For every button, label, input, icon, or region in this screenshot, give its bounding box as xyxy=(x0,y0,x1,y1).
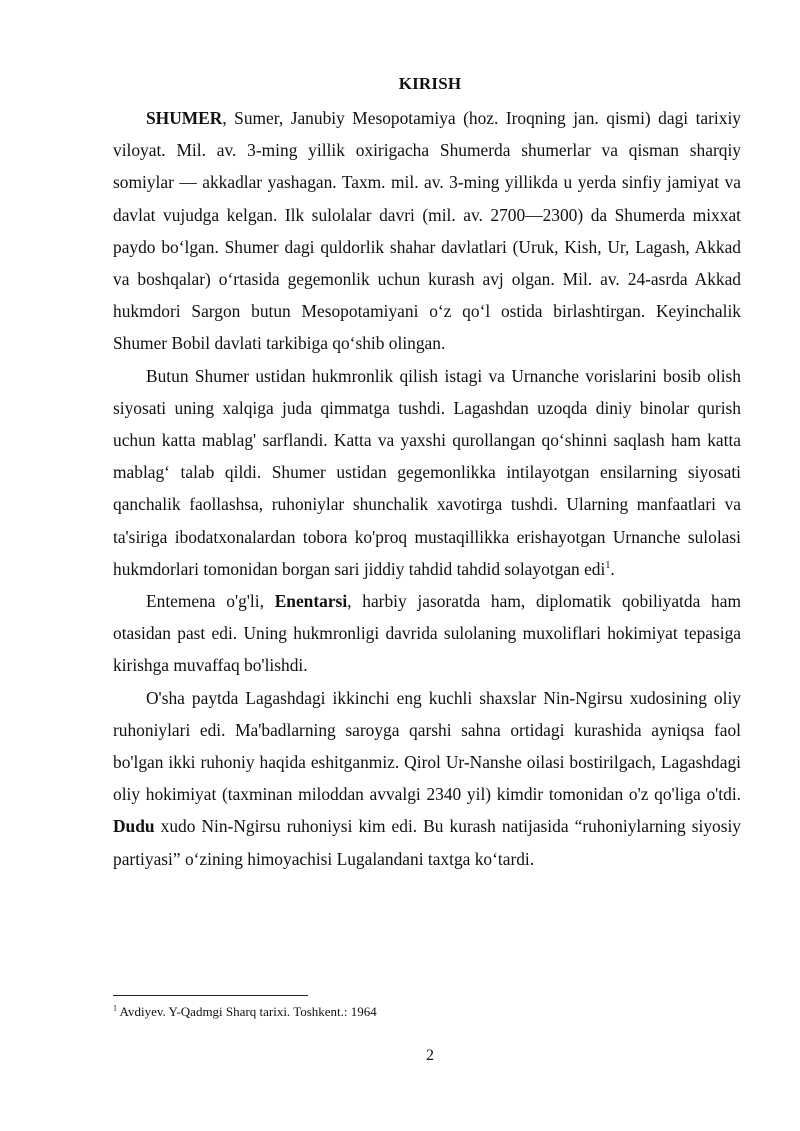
footnote xyxy=(113,1004,741,1020)
term-enentarsi: Enentarsi xyxy=(274,591,348,612)
term-dudu: Dudu xyxy=(113,816,155,837)
page-number: 2 xyxy=(426,1047,434,1064)
paragraph-1-text: , Sumer, Janubiy Mesopotamiya (hoz. Iroqning jan. qismi) dagi tarixiy viloyat. Mil. av. 3-ming yillik oxirigacha Shumerda shumerlar va qisman sharqiy somiylar — akkadlar yashagan. Taxm. mil. av. 3-ming yillikda u yerda sinfiy jamiyat va davlat vujudga kelgan. Ilk sulolalar davri (mil. av. 2700—2300) da Shumerda mixxat paydo bo‘lgan. Shumer dagi quldorlik shahar davlatlari (Uruk, Kish, Ur, Lagash, Akkad va boshqalar) o‘rtasida gegemonlik uchun kurash avj olgan. Mil. av. 24-asrda Akkad hukmdori Sargon butun Mesopotamiyani o‘z qo‘l ostida birlashtirgan. Keyinchalik Shumer Bobil davlati tarkibiga qo‘shib olingan. xyxy=(113,108,741,354)
section-heading: KIRISH xyxy=(398,74,462,93)
footnote-reference[interactable]: 1 xyxy=(605,560,611,572)
paragraph-4-before: O'sha paytda Lagashdagi ikkinchi eng kuchli shaxslar Nin-Ngirsu xudosining oliy ruhoniylari edi. Ma'badlarning saroyga qarshi sahna ortidagi kurashida ayniqsa faol bo'lgan ikki ruhoniy haqida eshitganmiz. Qirol Ur-Nanshe oilasi bostirilgach, Lagashdagi oliy hokimiyat (taxminan miloddan avvalgi 2340 yil) kimdir tomonidan o'z qo'liga o'tdi. xyxy=(113,687,741,805)
paragraph-1 xyxy=(113,102,741,360)
paragraph-3 xyxy=(113,585,741,682)
term-shumer: SHUMER xyxy=(146,108,223,128)
paragraph-3-before: Entemena o'g'li, xyxy=(146,591,275,612)
footnote-number: 1 xyxy=(113,1003,117,1013)
paragraph-2 xyxy=(113,360,741,585)
paragraph-3-after: , harbiy jasoratda ham, diplomatik qobiliyatda ham otasidan past edi. Uning hukmronligi davrida sulolaning muxoliflari hokimiyat tepasiga kirishga muvaffaq bo'lishdi. xyxy=(113,591,741,676)
paragraph-2-end: . xyxy=(610,558,615,579)
paragraph-4-after: xudo Nin-Ngirsu ruhoniysi kim edi. Bu kurash natijasida “ruhoniylarning siyosiy partiyasi” o‘zining himoyachisi Lugalandani taxtga ko‘tardi. xyxy=(113,816,741,869)
paragraph-2-text: Butun Shumer ustidan hukmronlik qilish istagi va Urnanche vorislarini bosib olish siyosati uning xalqiga juda qimmatga tushdi. Lagashdan uzoqda diniy binolar qurish uchun katta mablag' sarflandi. Katta va yaxshi qurollangan qo‘shinni saqlash ham katta mablag‘ talab qildi. Shumer ustidan gegemonlikka intilayotgan ensilarning siyosati qanchalik faollashsa, ruhoniylar shunchalik xavotirga tushdi. Ularning manfaatlari va ta'siriga ibodatxonalardan tobora ko'proq mustaqillikka erishayotgan Urnanche sulolasi hukmdorlari tomonidan borgan sari jiddiy tahdid tahdid solayotgan edi xyxy=(113,365,741,579)
footnote-divider xyxy=(113,995,308,996)
body-text xyxy=(113,102,741,875)
footnote-text: Avdiyev. Y-Qadmgi Sharq tarixi. Toshkent.: 1964 xyxy=(117,1004,377,1019)
paragraph-4 xyxy=(113,682,741,875)
